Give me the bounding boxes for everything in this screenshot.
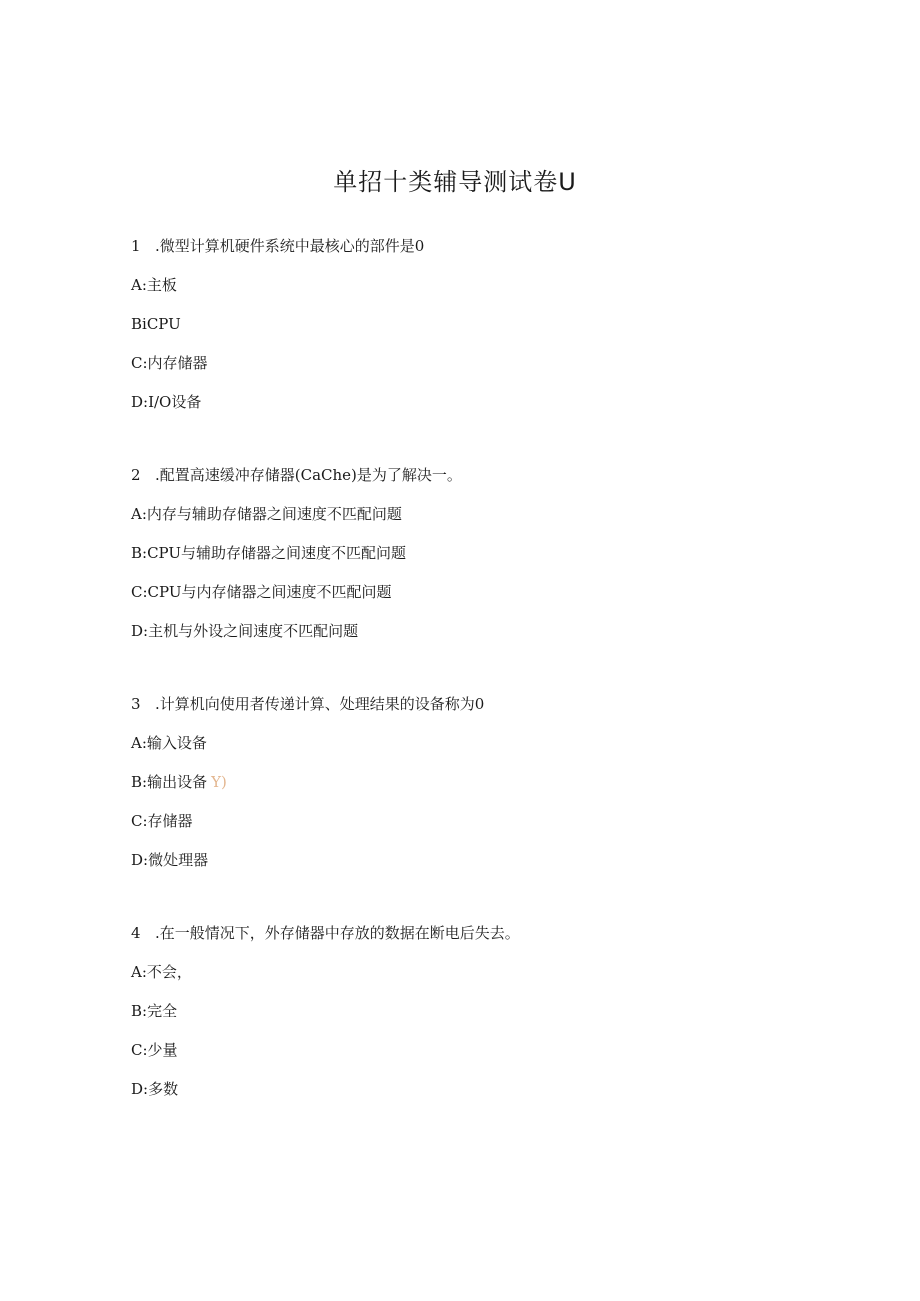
option-d: D:微处理器 bbox=[131, 851, 209, 869]
question-text: .计算机向使用者传递计算、处理结果的设备称为0 bbox=[155, 695, 485, 713]
question-3 bbox=[131, 694, 484, 889]
option-b: B:CPU与辅助存储器之间速度不匹配问题 bbox=[131, 544, 407, 562]
option-c: C:CPU与内存储器之间速度不匹配问题 bbox=[131, 583, 392, 601]
question-4 bbox=[131, 923, 520, 1118]
question-number: 2 bbox=[131, 466, 141, 484]
option-c: C:存储器 bbox=[131, 812, 193, 830]
question-number: 3 bbox=[131, 695, 141, 713]
question-text: .配置高速缓冲存储器(CaChe)是为了解决一。 bbox=[155, 466, 462, 484]
option-d: D:I/O设备 bbox=[131, 393, 202, 411]
option-b: BiCPU bbox=[131, 315, 181, 333]
option-a: A:内存与辅助存储器之间速度不匹配问题 bbox=[131, 505, 402, 523]
option-c: C:少量 bbox=[131, 1041, 178, 1059]
option-b: B:完全 bbox=[131, 1002, 178, 1020]
question-2 bbox=[131, 465, 462, 660]
option-b-text: B:输出设备 bbox=[131, 773, 208, 791]
question-number: 4 bbox=[131, 924, 141, 942]
question-text: .微型计算机硬件系统中最核心的部件是0 bbox=[155, 237, 425, 255]
question-stem bbox=[131, 694, 484, 733]
option-a: A:输入设备 bbox=[131, 734, 207, 752]
question-stem bbox=[131, 236, 424, 275]
option-a: A:主板 bbox=[131, 276, 177, 294]
option-d: D:多数 bbox=[131, 1080, 179, 1098]
question-1 bbox=[131, 236, 424, 431]
question-text: .在一般情况下，外存储器中存放的数据在断电后失去。 bbox=[155, 924, 520, 942]
question-stem bbox=[131, 923, 520, 962]
option-c: C:内存储器 bbox=[131, 354, 208, 372]
handwritten-mark: Y) bbox=[211, 773, 227, 791]
option-a: A:不会， bbox=[131, 963, 192, 981]
option-b bbox=[131, 772, 484, 811]
question-number: 1 bbox=[131, 237, 141, 255]
option-d: D:主机与外设之间速度不匹配问题 bbox=[131, 622, 359, 640]
question-stem bbox=[131, 465, 462, 504]
page-title: 单招十类辅导测试卷U bbox=[333, 168, 577, 196]
